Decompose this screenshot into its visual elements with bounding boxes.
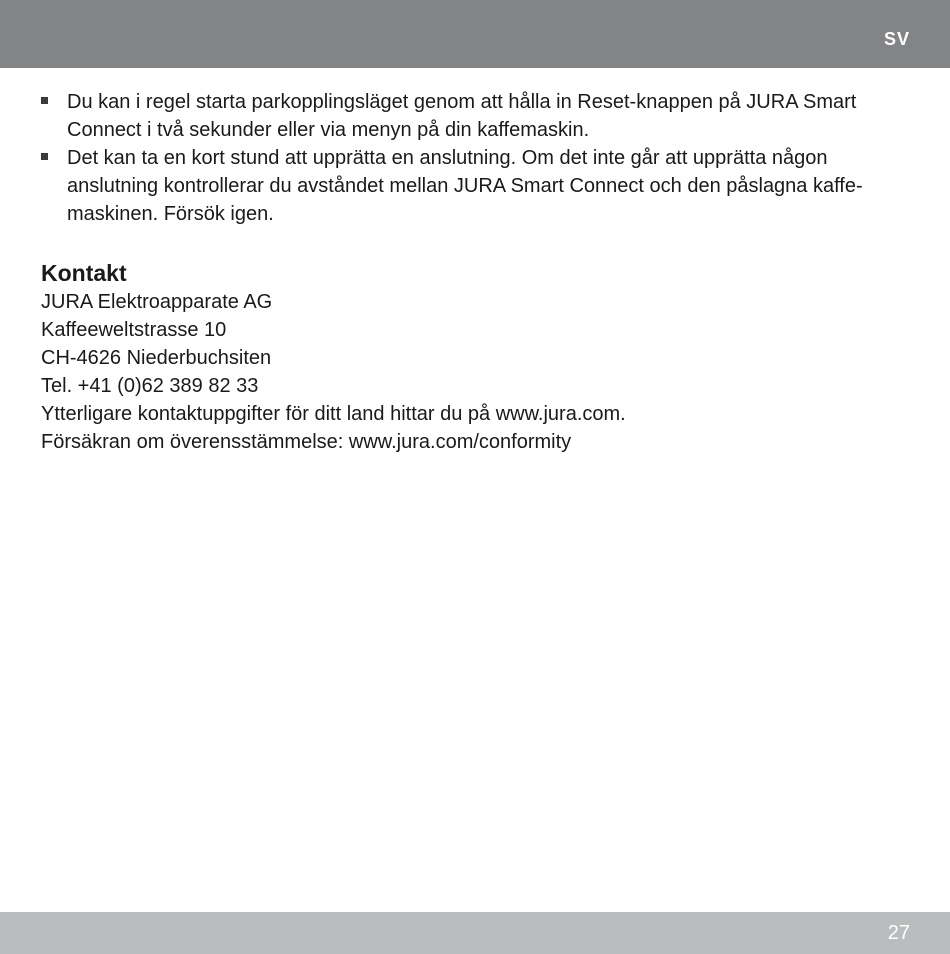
street-address: Kaffeeweltstrasse 10 [41, 319, 227, 341]
footer-bar [0, 912, 950, 954]
bullet-text: Det kan ta en kort stund att upprätta en anslutning. Om det inte går att upprätta någon anslutning kontrollerar du avståndet mellan JURA Smart Connect och den påslagna kaffe-maskinen. Försök igen. [67, 147, 863, 225]
bullet-list [41, 88, 901, 228]
square-bullet-icon [41, 97, 48, 104]
header-bar [0, 0, 950, 68]
page-number: 27 [887, 922, 910, 944]
postal-city: CH-4626 Niederbuchsiten [41, 347, 272, 369]
language-label: SV [883, 29, 910, 49]
conformity-declaration: Försäkran om överensstämmelse: www.jura.com/conformity [41, 431, 572, 453]
company-name: JURA Elektroapparate AG [41, 291, 273, 313]
contact-heading: Kontakt [41, 260, 127, 286]
bullet-text: Du kan i regel starta parkopplingsläget genom att hålla in Reset-knappen på JURA Smart Connect i två sekunder eller via menyn på din kaffemaskin. [67, 91, 857, 141]
square-bullet-icon [41, 153, 48, 160]
bullet-item [41, 144, 901, 228]
bullet-item [41, 88, 901, 144]
phone-number: Tel. +41 (0)62 389 82 33 [41, 375, 259, 397]
page-content [41, 88, 901, 456]
more-contact-info: Ytterligare kontaktuppgifter för ditt land hittar du på www.jura.com. [41, 403, 626, 425]
contact-details [41, 288, 901, 456]
